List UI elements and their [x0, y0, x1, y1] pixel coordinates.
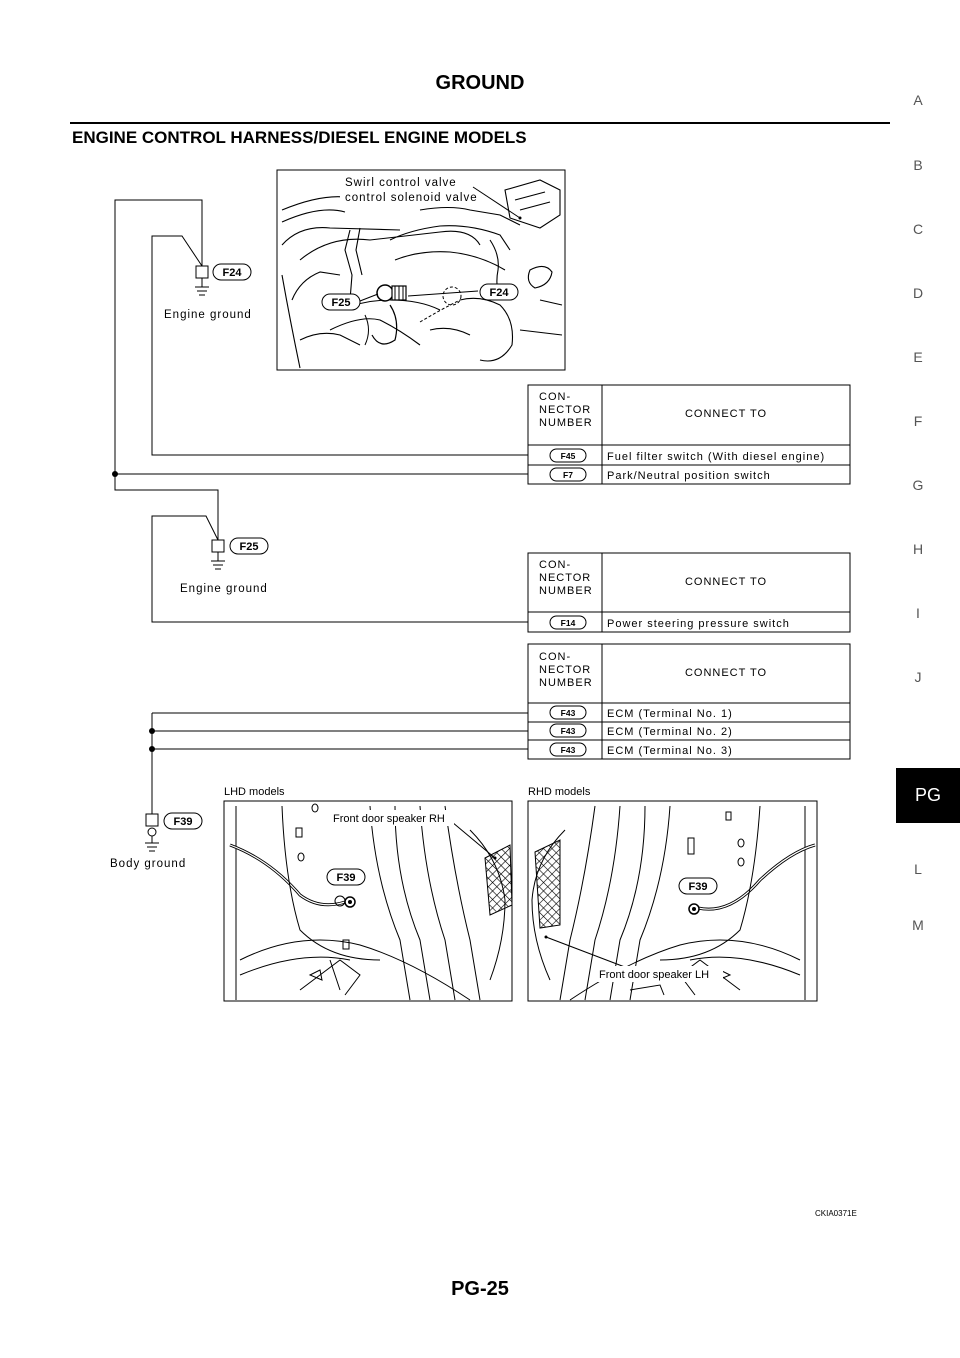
table1-header-connector: NECTOR — [539, 404, 592, 416]
ground-tag-f24: F24 — [222, 267, 242, 279]
engine-picture — [277, 170, 565, 370]
table1-header-connector: CON- — [539, 391, 572, 403]
junction-dot — [149, 746, 155, 752]
picture-tag-f24: F24 — [489, 287, 509, 299]
bolt-f25-icon — [377, 285, 406, 301]
ground-tag-f39: F39 — [173, 816, 193, 828]
table1-row1-connector: F45 — [560, 451, 576, 461]
ground-terminal-icon — [196, 266, 208, 278]
bolt-icon — [148, 828, 156, 836]
table1-row2-connect-to: Park/Neutral position switch — [607, 470, 771, 482]
ground-label-f24: Engine ground — [164, 309, 252, 321]
rhd-tag-f39: F39 — [688, 881, 708, 893]
table3-header-connect-to: CONNECT TO — [684, 667, 768, 679]
index-tab-a[interactable]: A — [913, 92, 923, 108]
ground-terminal-icon — [212, 540, 224, 552]
table2-header-connector: NUMBER — [539, 585, 593, 597]
table1-row2-connector: F7 — [563, 470, 573, 480]
callout-speaker-rh: Front door speaker RH — [333, 813, 445, 825]
table1-header-connect-to: CONNECT TO — [684, 408, 768, 420]
index-tab-d[interactable]: D — [912, 285, 924, 301]
index-tab-l[interactable]: L — [914, 861, 922, 877]
ground-tag-f25: F25 — [239, 541, 259, 553]
ground-f25 — [180, 538, 268, 595]
ground-label-f25: Engine ground — [180, 583, 268, 595]
table3-header-connector: NECTOR — [539, 664, 592, 676]
index-tab-c[interactable]: C — [912, 221, 924, 237]
connector-table-1 — [528, 385, 850, 484]
index-tab-pg-active[interactable]: PG — [896, 768, 960, 823]
index-tab-m[interactable]: M — [912, 917, 924, 933]
table3-row2-connector: F43 — [560, 726, 576, 736]
table2-header-connector: NECTOR — [539, 572, 592, 584]
lhd-title: LHD models — [224, 786, 285, 798]
picture-tag-f25: F25 — [331, 297, 351, 309]
table3-row3-connect-to: ECM (Terminal No. 3) — [607, 745, 733, 757]
table2-header-connect-to: CONNECT TO — [684, 576, 768, 588]
callout-speaker-lh: Front door speaker LH — [599, 969, 710, 981]
table3-row1-connector: F43 — [560, 708, 576, 718]
connector-table-3 — [528, 644, 850, 759]
table3-row2-connect-to: ECM (Terminal No. 2) — [607, 726, 733, 738]
table2-row1-connect-to: Power steering pressure switch — [607, 618, 790, 630]
table2-header-connector: CON- — [539, 559, 572, 571]
index-tab-b[interactable]: B — [913, 157, 923, 173]
table2-row1-connector: F14 — [560, 618, 576, 628]
figure-id: CKIA0371E — [815, 1209, 857, 1218]
callout-swirl-line2: control solenoid valve — [345, 192, 478, 204]
index-tab-i[interactable]: I — [916, 605, 920, 621]
lhd-tag-f39: F39 — [336, 872, 356, 884]
table1-row1-connect-to: Fuel filter switch (With diesel engine) — [607, 451, 826, 463]
bolt-f39-lhd-icon — [345, 897, 355, 907]
callout-swirl-line1: Swirl control valve — [345, 177, 457, 189]
rhd-title: RHD models — [528, 786, 591, 798]
junction-dot — [112, 471, 118, 477]
section-title: ENGINE CONTROL HARNESS/DIESEL ENGINE MODELS — [72, 128, 527, 147]
table3-header-connector: NUMBER — [539, 677, 593, 689]
lhd-door-picture — [224, 786, 512, 1001]
index-tab-j[interactable]: J — [914, 669, 922, 685]
rhd-door-picture — [528, 786, 817, 1001]
table1-header-connector: NUMBER — [539, 417, 593, 429]
junction-dot — [149, 728, 155, 734]
ground-f39 — [110, 813, 202, 870]
ground-terminal-icon — [146, 814, 158, 826]
index-tab-h[interactable]: H — [912, 541, 924, 557]
table3-header-connector: CON- — [539, 651, 572, 663]
index-tab-g[interactable]: G — [912, 477, 924, 493]
table3-row3-connector: F43 — [560, 745, 576, 755]
index-tab-f[interactable]: F — [913, 413, 923, 429]
table3-row1-connect-to: ECM (Terminal No. 1) — [607, 708, 733, 720]
bolt-f39-rhd-icon — [689, 904, 699, 914]
ground-f24 — [164, 264, 252, 321]
index-tab-e[interactable]: E — [913, 349, 923, 365]
page-number: PG-25 — [451, 1278, 509, 1300]
ground-label-f39: Body ground — [110, 858, 187, 870]
connector-table-2 — [528, 553, 850, 632]
page-title: GROUND — [435, 72, 525, 94]
